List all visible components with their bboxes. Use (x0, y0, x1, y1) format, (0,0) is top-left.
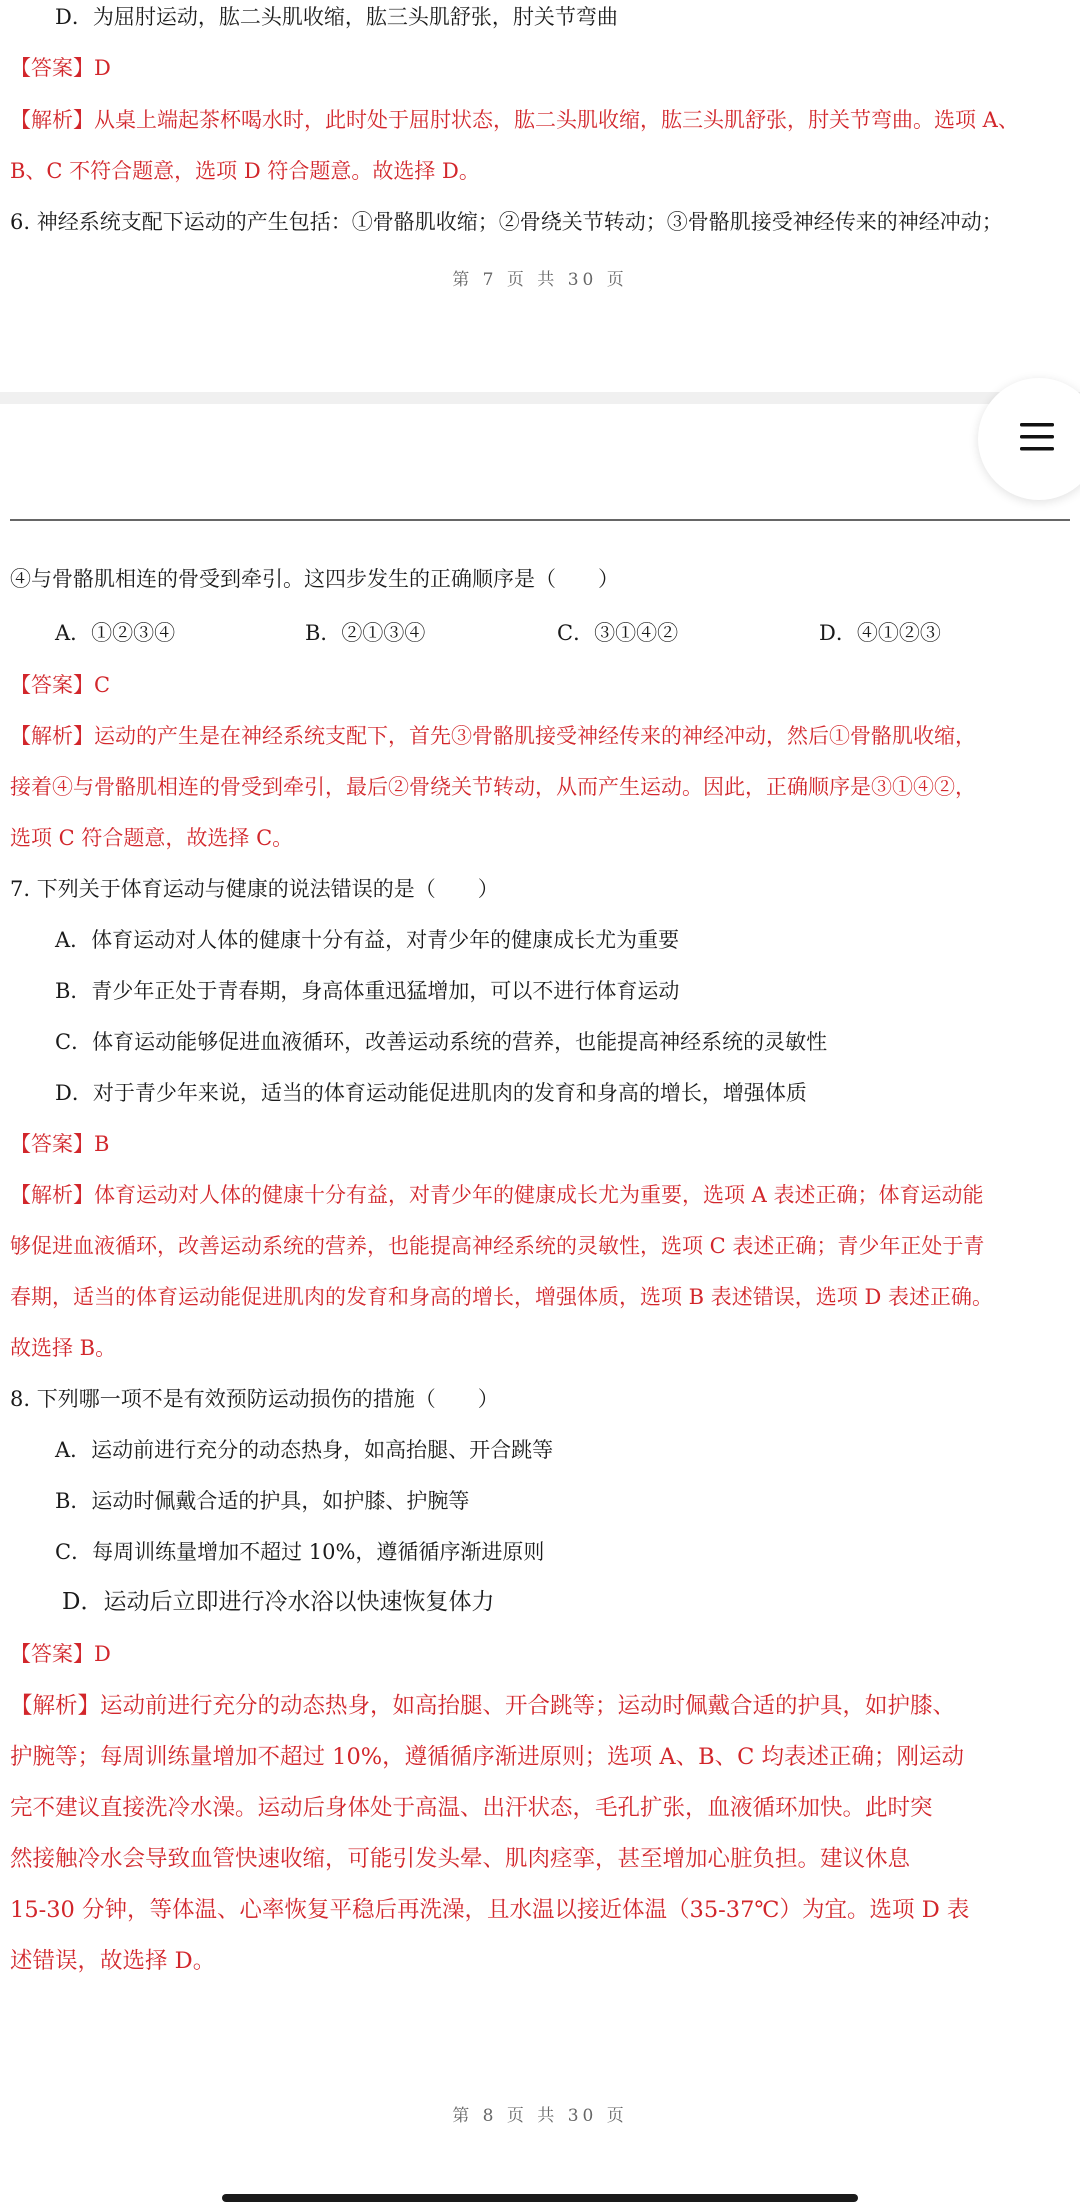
question-6-stem-continued: ④与骨骼肌相连的骨受到牵引。这四步发生的正确顺序是（ ） (10, 567, 619, 591)
hamburger-menu-icon (1020, 423, 1054, 451)
q7-answer: 【答案】B (10, 1132, 110, 1156)
prev-answer: 【答案】D (10, 56, 111, 80)
q8-option-d: D．运动后立即进行冷水浴以快速恢复体力 (62, 1589, 495, 1615)
q7-option-b: B．青少年正处于青春期，身高体重迅猛增加，可以不进行体育运动 (55, 979, 680, 1003)
q8-option-c: C．每周训练量增加不超过 10%，遵循循序渐进原则 (55, 1540, 545, 1564)
q6-option-a: A．①②③④ (55, 621, 176, 645)
q8-option-a: A．运动前进行充分的动态热身，如高抬腿、开合跳等 (55, 1438, 554, 1462)
q8-analysis-line-6: 述错误，故选择 D。 (10, 1948, 216, 1974)
q6-analysis-line-3: 选项 C 符合题意，故选择 C。 (10, 826, 294, 850)
q7-analysis-line-4: 故选择 B。 (10, 1336, 117, 1360)
q7-option-a: A．体育运动对人体的健康十分有益，对青少年的健康成长尤为重要 (55, 928, 680, 952)
home-indicator[interactable] (222, 2194, 858, 2202)
question-8-stem: 8. 下列哪一项不是有效预防运动损伤的措施（ ） (10, 1387, 499, 1411)
q6-analysis-line-1: 【解析】运动的产生是在神经系统支配下，首先③骨骼肌接受神经传来的神经冲动，然后①骨骼肌收缩， (10, 724, 976, 748)
q8-option-b: B．运动时佩戴合适的护具，如护膝、护腕等 (55, 1489, 470, 1513)
q7-option-c: C．体育运动能够促进血液循环，改善运动系统的营养，也能提高神经系统的灵敏性 (55, 1030, 828, 1054)
question-6-stem: 6. 神经系统支配下运动的产生包括：①骨骼肌收缩；②骨绕关节转动；③骨骼肌接受神经传来的神经冲动； (10, 210, 1003, 234)
q6-option-b: B．②①③④ (305, 621, 426, 645)
q8-analysis-line-3: 完不建议直接洗冷水澡。运动后身体处于高温、出汗状态，毛孔扩张，血液循环加快。此时突 (10, 1795, 933, 1821)
page-8-footer: 第 8 页 共 30 页 (452, 2106, 628, 2126)
q8-analysis-line-1: 【解析】运动前进行充分的动态热身，如高抬腿、开合跳等；运动时佩戴合适的护具，如护膝、 (10, 1693, 956, 1719)
q6-answer: 【答案】C (10, 673, 111, 697)
q6-analysis-line-2: 接着④与骨骼肌相连的骨受到牵引，最后②骨绕关节转动，从而产生运动。因此，正确顺序是③①④②， (10, 775, 976, 799)
page-7-footer: 第 7 页 共 30 页 (452, 270, 628, 290)
prev-analysis-line-2: B、C 不符合题意，选项 D 符合题意。故选择 D。 (10, 159, 480, 183)
q7-analysis-line-1: 【解析】体育运动对人体的健康十分有益，对青少年的健康成长尤为重要，选项 A 表述正确；体育运动能 (10, 1183, 984, 1207)
q8-analysis-line-2: 护腕等；每周训练量增加不超过 10%，遵循循序渐进原则；选项 A、B、C 均表述正确；刚运动 (10, 1744, 964, 1770)
question-7-stem: 7. 下列关于体育运动与健康的说法错误的是（ ） (10, 877, 499, 901)
q6-option-d: D．④①②③ (819, 621, 941, 645)
q7-analysis-line-2: 够促进血液循环，改善运动系统的营养，也能提高神经系统的灵敏性，选项 C 表述正确；青少年正处于青 (10, 1234, 985, 1258)
q6-option-c: C．③①④② (557, 621, 679, 645)
prev-option-d: D．为屈肘运动，肱二头肌收缩，肱三头肌舒张，肘关节弯曲 (55, 5, 618, 29)
q8-analysis-line-5: 15-30 分钟，等体温、心率恢复平稳后再洗澡，且水温以接近体温（35-37℃）为宜。选项 D 表 (10, 1897, 970, 1923)
q7-analysis-line-3: 春期，适当的体育运动能促进肌肉的发育和身高的增长，增强体质，选项 B 表述错误，选项 D 表述正确。 (10, 1285, 993, 1309)
header-rule (10, 519, 1070, 521)
q8-answer: 【答案】D (10, 1642, 111, 1666)
q7-option-d: D．对于青少年来说，适当的体育运动能促进肌肉的发育和身高的增长，增强体质 (55, 1081, 807, 1105)
page-7-fragment (0, 0, 1080, 392)
q8-analysis-line-4: 然接触冷水会导致血管快速收缩，可能引发头晕、肌肉痉挛，甚至增加心脏负担。建议休息 (10, 1846, 911, 1872)
prev-analysis-line-1: 【解析】从桌上端起茶杯喝水时，此时处于屈肘状态，肱二头肌收缩，肱三头肌舒张，肘关节弯曲。选项 A、 (10, 108, 1019, 132)
page-separator (0, 392, 1080, 404)
